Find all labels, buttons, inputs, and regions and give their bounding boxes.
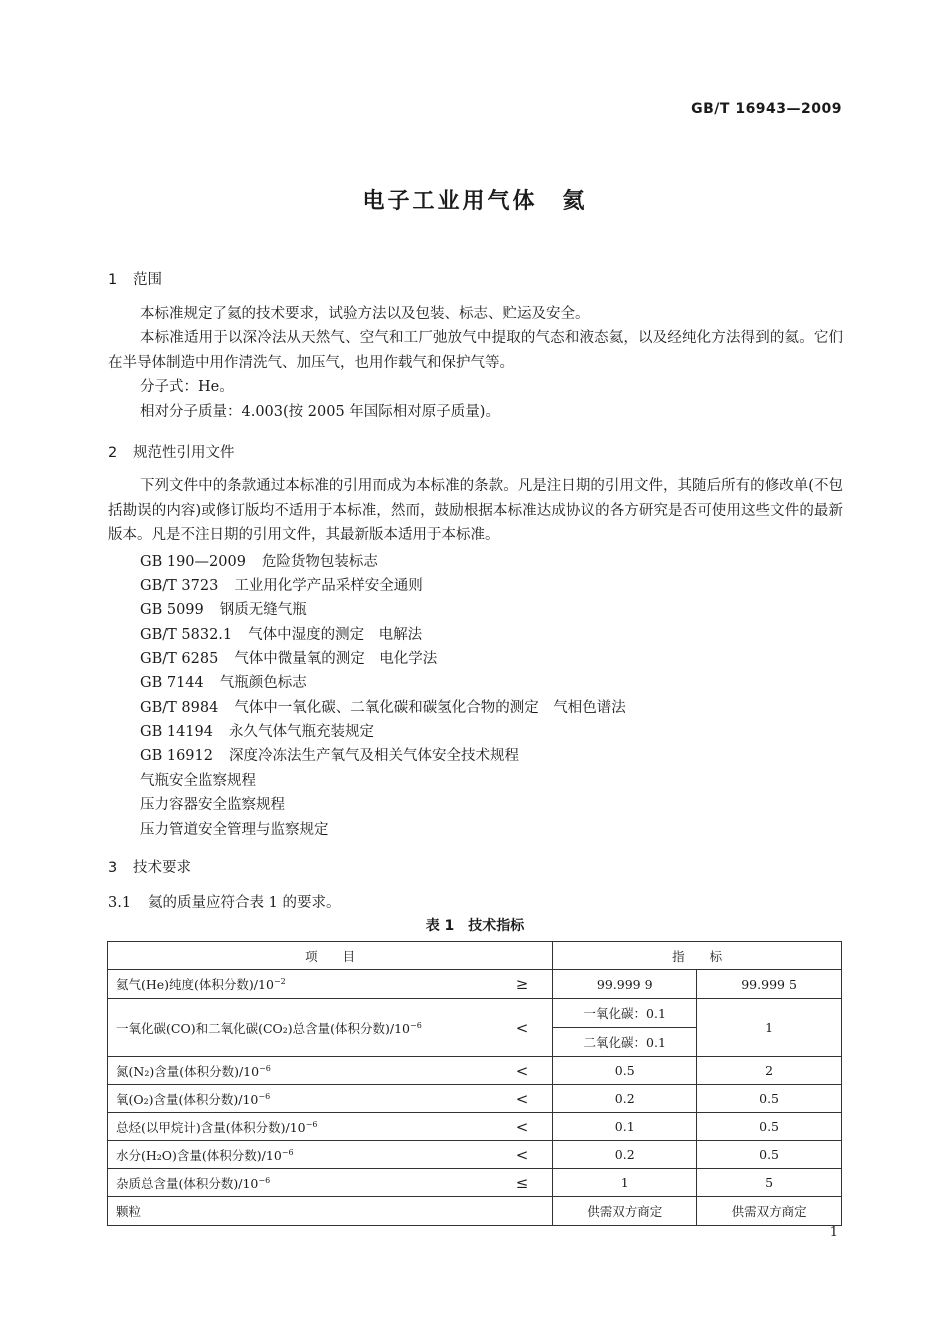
spec-value-1: 0.1: [553, 1113, 697, 1141]
spec-value-2: 0.5: [697, 1113, 842, 1141]
row-item: [108, 1057, 553, 1085]
header-item: 项 目: [108, 942, 553, 970]
reference-item: [140, 671, 307, 692]
reference-title: 危险货物包装标志: [261, 554, 378, 570]
table-row: [108, 1057, 842, 1085]
reference-title: 气瓶安全监察规程: [140, 773, 256, 789]
unit-exponent: −6: [305, 1119, 318, 1129]
reference-code: GB 190—2009: [140, 554, 246, 570]
reference-title: 气体中湿度的测定 电解法: [248, 627, 423, 643]
section-1-heading: [108, 268, 162, 289]
spec-value-1: 0.2: [553, 1141, 697, 1169]
reference-item: [140, 744, 519, 765]
comparison-symbol: <: [515, 1018, 529, 1037]
spec-value-1: 1: [553, 1169, 697, 1197]
spec-value-2: 0.5: [697, 1085, 842, 1113]
clause-text: 氦的质量应符合表 1 的要求。: [148, 895, 341, 911]
reference-title: 压力管道安全管理与监察规定: [140, 822, 329, 838]
reference-code: GB/T 5832.1: [140, 627, 233, 643]
row-item: [108, 1085, 553, 1113]
reference-item: [140, 623, 422, 644]
item-text: 一氧化碳(CO)和二氧化碳(CO₂)总含量(体积分数)/10: [116, 1020, 411, 1036]
molecular-formula: 分子式：He。: [140, 379, 234, 395]
spec-value-2: 5: [697, 1169, 842, 1197]
unit-exponent: −6: [258, 1175, 271, 1185]
spec-value-1b: 二氧化碳：0.1: [553, 1028, 697, 1057]
spec-value-2: 1: [697, 999, 842, 1057]
relative-molecular-mass: 相对分子质量：4.003(按 2005 年国际相对原子质量)。: [140, 404, 500, 420]
reference-code: GB 14194: [140, 724, 213, 740]
row-item: [108, 1169, 553, 1197]
section-2-paragraph: 下列文件中的条款通过本标准的引用而成为本标准的条款。凡是注日期的引用文件，其随后所有的修改单(不包括勘误的内容)或修订版均不适用于本标准，然而，鼓励根据本标准达成协议的各方研究是否可使用这些文件的最新版本。凡是不注日期的引用文件，其最新版本适用于本标准。: [108, 478, 843, 543]
section-1-paragraph: 本标准适用于以深冷法从天然气、空气和工厂弛放气中提取的气态和液态氦，以及经纯化方法得到的氦。它们在半导体制造中用作清洗气、加压气，也用作载气和保护气等。: [108, 330, 843, 371]
spec-value-2: 0.5: [697, 1141, 842, 1169]
spec-value-2: 99.999 5: [697, 970, 842, 999]
reference-title: 工业用化学产品采样安全通则: [234, 578, 423, 594]
spec-value-1: 0.5: [553, 1057, 697, 1085]
unit-exponent: −6: [258, 1091, 271, 1101]
comparison-symbol: ≤: [515, 1173, 529, 1192]
section-number: 3: [108, 860, 118, 876]
reference-code: GB/T 8984: [140, 700, 219, 716]
spec-value-1: 99.999 9: [553, 970, 697, 999]
comparison-symbol: <: [515, 1061, 529, 1080]
reference-title: 钢质无缝气瓶: [219, 602, 307, 618]
document-title: 电子工业用气体 氦: [362, 189, 588, 214]
page-number: 1: [829, 1225, 838, 1240]
comparison-symbol: ≥: [515, 975, 529, 993]
section-title: 技术要求: [133, 860, 191, 876]
spec-value-2: 2: [697, 1057, 842, 1085]
reference-code: GB/T 3723: [140, 578, 219, 594]
reference-title: 气体中微量氧的测定 电化学法: [234, 651, 438, 667]
spec-value-1a: 一氧化碳：0.1: [553, 999, 697, 1028]
comparison-symbol: <: [515, 1145, 529, 1164]
table-row: [108, 1197, 842, 1226]
unit-exponent: −6: [410, 1020, 422, 1030]
reference-item: [140, 598, 307, 619]
reference-title: 气体中一氧化碳、二氧化碳和碳氢化合物的测定 气相色谱法: [234, 700, 626, 716]
table-row: [108, 1141, 842, 1169]
row-item: [108, 1141, 553, 1169]
reference-item: [140, 720, 374, 741]
section-3-heading: [108, 856, 191, 877]
unit-exponent: −2: [273, 976, 286, 986]
spec-value-2: 供需双方商定: [697, 1197, 842, 1226]
reference-item: [140, 793, 285, 814]
table-row: [108, 1085, 842, 1113]
section-title: 规范性引用文件: [133, 445, 235, 461]
item-text: 总烃(以甲烷计)含量(体积分数)/10: [116, 1119, 306, 1135]
reference-title: 压力容器安全监察规程: [140, 797, 285, 813]
section-2-heading: [108, 441, 235, 462]
reference-code: GB 5099: [140, 602, 204, 618]
standard-number: GB/T 16943—2009: [691, 101, 842, 117]
reference-code: GB 16912: [140, 748, 213, 764]
reference-item: [140, 550, 378, 571]
reference-item: [140, 818, 329, 839]
reference-code: GB/T 6285: [140, 651, 219, 667]
item-text: 杂质总含量(体积分数)/10: [116, 1175, 259, 1191]
header-spec: 指 标: [553, 942, 842, 970]
spec-value-1: 供需双方商定: [553, 1197, 697, 1226]
row-item: [108, 1197, 553, 1226]
table-caption: 表 1 技术指标: [425, 918, 525, 934]
reference-title: 深度冷冻法生产氧气及相关气体安全技术规程: [228, 748, 519, 764]
section-title: 范围: [133, 272, 162, 288]
table-header-row: [108, 942, 842, 970]
item-text: 氮(N₂)含量(体积分数)/10: [116, 1063, 260, 1079]
table-row: [108, 1169, 842, 1197]
table-row: [108, 970, 842, 999]
section-1-paragraph: 本标准规定了氦的技术要求，试验方法以及包装、标志、贮运及安全。: [140, 306, 590, 322]
unit-exponent: −6: [281, 1147, 294, 1157]
item-text: 氧(O₂)含量(体积分数)/10: [116, 1091, 259, 1107]
reference-item: [140, 769, 256, 790]
spec-value-1: 0.2: [553, 1085, 697, 1113]
reference-title: 永久气体气瓶充装规定: [228, 724, 374, 740]
clause-3-1: [108, 891, 340, 912]
item-text: 氦气(He)纯度(体积分数)/10: [116, 977, 274, 992]
unit-exponent: −6: [259, 1063, 271, 1073]
row-item: [108, 999, 553, 1057]
technical-specification-table: [107, 941, 842, 1226]
comparison-symbol: <: [515, 1089, 529, 1108]
item-text: 颗粒: [116, 1204, 142, 1219]
table-row: [108, 999, 842, 1028]
reference-code: GB 7144: [140, 675, 204, 691]
row-item: [108, 970, 553, 999]
clause-number: 3.1: [108, 895, 132, 911]
item-text: 水分(H₂O)含量(体积分数)/10: [116, 1147, 282, 1163]
section-number: 2: [108, 445, 118, 461]
reference-title: 气瓶颜色标志: [219, 675, 307, 691]
reference-item: [140, 574, 423, 595]
section-number: 1: [108, 272, 118, 288]
row-item: [108, 1113, 553, 1141]
table-row: [108, 1113, 842, 1141]
reference-item: [140, 647, 437, 668]
reference-item: [140, 696, 626, 717]
comparison-symbol: <: [515, 1117, 529, 1136]
